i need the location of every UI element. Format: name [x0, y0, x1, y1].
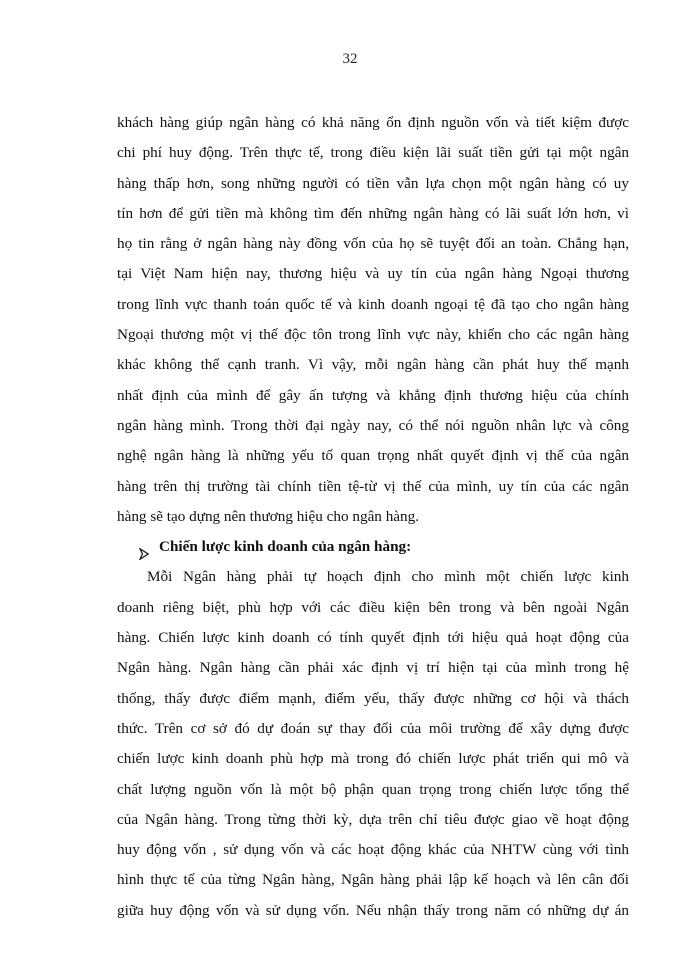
text-line: chiến lược kinh doanh phù hợp mà trong đó chiến lược phát triển qui mô và — [117, 750, 629, 768]
text-line: hàng thấp hơn, song những người có tiền vẫn lựa chọn một ngân hàng có uy — [117, 174, 629, 192]
text-line: giữa huy động vốn và sử dụng vốn. Nếu nhận thấy trong năm có những dự án — [117, 901, 629, 919]
text-line: Mỗi Ngân hàng phải tự hoạch định cho mình một chiến lược kinh — [147, 568, 629, 586]
page-number: 32 — [342, 51, 358, 67]
text-line: hàng trên thị trường tài chính tiền tệ-từ vị thế của mình, uy tín của các ngân — [117, 477, 629, 495]
text-line: Ngân hàng. Ngân hàng cần phải xác định vị trí hiện tại của mình trong hệ — [117, 659, 629, 677]
text-line: của Ngân hàng. Trong từng thời kỳ, dựa trên chỉ tiêu được giao về hoạt động — [117, 810, 629, 828]
arrowhead-bullet-icon — [139, 541, 149, 553]
text-line: chi phí huy động. Trên thực tế, trong điều kiện lãi suất tiền gửi tại một ngân — [117, 144, 629, 162]
text-line: khác không thể cạnh tranh. Vì vậy, mỗi ngân hàng cần phát huy thế mạnh — [117, 356, 629, 374]
text-line: huy động vốn , sử dụng vốn và các hoạt động khác của NHTW cùng với tình — [117, 841, 629, 859]
text-line: hàng. Chiến lược kinh doanh có tính quyết định tới hiệu quả hoạt động của — [117, 629, 629, 647]
page-body — [117, 108, 629, 926]
text-line: ngân hàng mình. Trong thời đại ngày nay, có thể nói nguồn nhân lực và công — [117, 416, 629, 434]
text-line: tín hơn để gửi tiền mà không tìm đến những ngân hàng có lãi suất lớn hơn, vì — [117, 204, 629, 222]
text-line: Ngoại thương một vị thế độc tôn trong lĩnh vực này, khiến cho các ngân hàng — [117, 326, 629, 344]
text-line: hình thực tế của từng Ngân hàng, Ngân hàng phải lập kế hoạch và lên cân đối — [117, 871, 629, 889]
text-line: doanh riêng biệt, phù hợp với các điều kiện bên trong và bên ngoài Ngân — [117, 598, 629, 616]
text-line: nghệ ngân hàng là những yếu tố quan trọng nhất quyết định vị thế của ngân — [117, 447, 629, 465]
text-line: trong lĩnh vực thanh toán quốc tế và kinh doanh ngoại tệ đã tạo cho ngân hàng — [117, 295, 629, 313]
text-line: khách hàng giúp ngân hàng có khả năng ổn định nguồn vốn và tiết kiệm được — [117, 114, 629, 131]
text-line: tại Việt Nam hiện nay, thương hiệu và uy tín của ngân hàng Ngoại thương — [117, 265, 629, 283]
text-line: nhất định của mình để gây ấn tượng và khẳng định thương hiệu của chính — [117, 386, 629, 404]
paragraph-brand-reputation — [117, 108, 629, 532]
text-line: thống, thấy được điểm mạnh, điểm yếu, thấy được những cơ hội và thách — [117, 689, 629, 707]
text-line: thức. Trên cơ sở đó dự đoán sự thay đổi của môi trường để xây dựng được — [117, 719, 629, 737]
section-heading-text: Chiến lược kinh doanh của ngân hàng: — [159, 538, 412, 556]
text-line: chất lượng nguồn vốn là một bộ phận quan trọng trong chiến lược tổng thể — [117, 780, 629, 798]
section-heading — [117, 532, 629, 562]
paragraph-business-strategy — [117, 562, 629, 926]
text-line: hàng sẽ tạo dựng nên thương hiệu cho ngân hàng. — [117, 507, 420, 525]
text-line: họ tin rằng ở ngân hàng này đồng vốn của họ sẽ tuyệt đối an toàn. Chẳng hạn, — [117, 235, 629, 253]
